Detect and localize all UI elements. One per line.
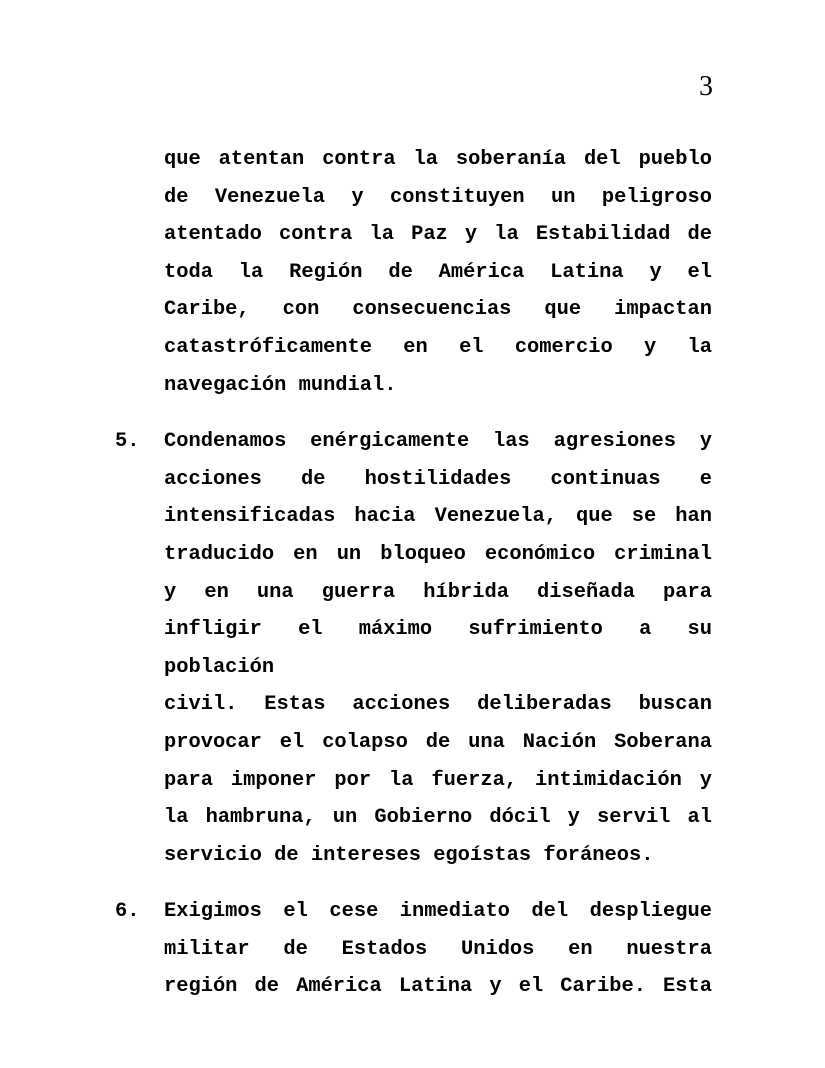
text-line: Condenamos enérgicamente las agresiones y — [164, 430, 712, 454]
numbered-paragraph — [115, 423, 712, 874]
text-line: traducido en un bloqueo económico criminal — [164, 542, 712, 566]
text-line: la hambruna, un Gobierno dócil y servil al — [164, 806, 712, 830]
paragraph-number: 6. — [115, 900, 140, 924]
text-line: provocar el colapso de una Nación Soberana — [164, 730, 712, 754]
text-line: toda la Región de América Latina y el — [164, 260, 712, 284]
text-line: navegación mundial. — [164, 373, 397, 397]
text-line: atentado contra la Paz y la Estabilidad de — [164, 223, 712, 247]
text-line: Exigimos el cese inmediato del despliegue — [164, 900, 712, 924]
text-line: para imponer por la fuerza, intimidación y — [164, 768, 712, 792]
text-line: catastróficamente en el comercio y la — [164, 335, 712, 359]
text-line: intensificadas hacia Venezuela, que se han — [164, 505, 712, 529]
document-body — [115, 141, 712, 1006]
text-line: civil. Estas acciones deliberadas buscan — [164, 693, 712, 717]
text-line: Caribe, con consecuencias que impactan — [164, 298, 712, 322]
text-line: servicio de intereses egoístas foráneos. — [164, 843, 654, 867]
numbered-paragraph — [115, 893, 712, 1006]
text-line: que atentan contra la soberanía del pueblo — [164, 148, 712, 171]
text-line: región de América Latina y el Caribe. Esta — [164, 975, 712, 999]
page-number: 3 — [699, 71, 713, 102]
paragraph-number: 5. — [115, 430, 140, 454]
text-line: de Venezuela y constituyen un peligroso — [164, 185, 712, 209]
text-line: militar de Estados Unidos en nuestra — [164, 937, 712, 961]
text-line: y en una guerra híbrida diseñada para — [164, 580, 712, 604]
text-line: infligir el máximo sufrimiento a su población — [164, 618, 712, 679]
continuation-paragraph — [115, 141, 712, 404]
text-line: acciones de hostilidades continuas e — [164, 467, 712, 491]
